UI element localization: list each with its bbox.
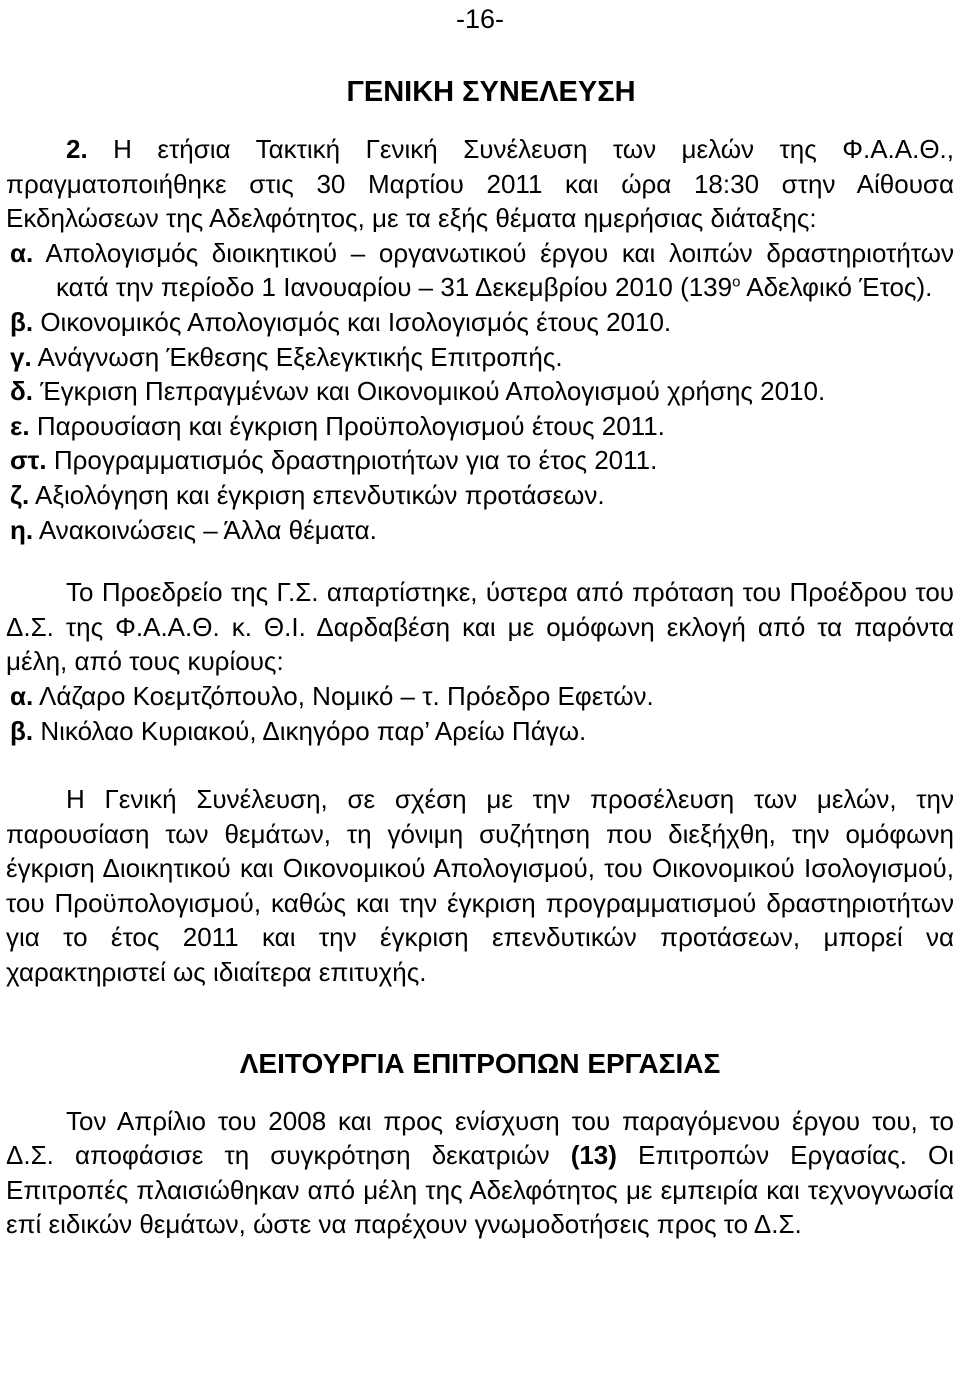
agenda-marker: στ.: [10, 445, 47, 476]
agenda-text: Απολογισμός διοικητικού – οργανωτικού έργου και λοιπών δραστηριοτήτων κατά την περίοδο 1 Ιανουαρίου – 31 Δεκεμβρίου 2010 (139: [45, 237, 954, 303]
superscript: ο: [732, 273, 741, 291]
section-title-general-assembly: ΓΕΝΙΚΗ ΣΥΝΕΛΕΥΣΗ: [346, 76, 636, 108]
committees-paragraph: [6, 1104, 954, 1242]
agenda-text: Ανάγνωση Έκθεσης Εξελεγκτικής Επιτροπής.: [37, 341, 563, 372]
presidium-paragraph: Το Προεδρείο της Γ.Σ. απαρτίστηκε, ύστερα από πρόταση του Προέδρου του Δ.Σ. της Φ.Α.Α.Θ. κ. Θ.Ι. Δαρδαβέση και με ομόφωνη εκλογή από τα παρόντα μέλη, από τους κυρίους:: [6, 577, 954, 677]
agenda-item: [10, 340, 954, 375]
presidium-member: [10, 714, 954, 749]
page-number: -16-: [455, 4, 504, 34]
agenda-item: [10, 236, 954, 305]
agenda-text: Αξιολόγηση και έγκριση επενδυτικών προτάσεων.: [35, 479, 605, 510]
committees-count: (13): [570, 1140, 617, 1171]
agenda-marker: η.: [10, 514, 34, 545]
agenda-text: Οικονομικός Απολογισμός και Ισολογισμός έτους 2010.: [40, 306, 672, 337]
presidium-members: [6, 679, 954, 748]
intro-marker: 2.: [66, 134, 88, 164]
agenda-marker: β.: [10, 306, 34, 337]
agenda-text: Προγραμματισμός δραστηριοτήτων για το έτος 2011.: [53, 445, 658, 476]
agenda-item: [10, 513, 954, 548]
agenda-text: Ανακοινώσεις – Άλλα θέματα.: [38, 514, 377, 545]
agenda-list: [6, 236, 954, 547]
committees-text-suffix: Επιτροπών Εργασίας. Οι Επιτροπές πλαισιώθηκαν από μέλη της Αδελφότητος με εμπειρία και τεχνογνωσία επί ειδικών θεμάτων, ώστε να παρέχουν γνωμοδοτήσεις προς το Δ.Σ.: [6, 1140, 954, 1240]
agenda-marker: γ.: [10, 341, 32, 372]
agenda-item: [10, 443, 954, 478]
intro-text: Η ετήσια Τακτική Γενική Συνέλευση των μελών της Φ.Α.Α.Θ., πραγματοποιήθηκε στις 30 Μαρτίου 2011 και ώρα 18:30 στην Αίθουσα Εκδηλώσεων της Αδελφότητος, με τα εξής θέματα ημερήσιας διάταξης:: [6, 134, 954, 234]
member-marker: α.: [10, 680, 34, 711]
intro-paragraph: [6, 132, 954, 236]
agenda-marker: ε.: [10, 410, 30, 441]
agenda-text: Παρουσίαση και έγκριση Προϋπολογισμού έτους 2011.: [36, 410, 665, 441]
agenda-item: [10, 305, 954, 340]
agenda-marker: α.: [10, 237, 34, 268]
agenda-text-suffix: Αδελφικό Έτος).: [740, 272, 933, 303]
member-marker: β.: [10, 715, 34, 746]
committees-text: Τον Απρίλιο του 2008 και προς ενίσχυση του παραγόμενου έργου του, το Δ.Σ. αποφάσισε τη συγκρότηση δεκατριών: [6, 1105, 954, 1171]
agenda-item: [10, 478, 954, 513]
agenda-marker: δ.: [10, 376, 33, 407]
agenda-item: [10, 374, 954, 409]
presidium-member: [10, 679, 954, 714]
section-title-committees: ΛΕΙΤΟΥΡΓΙΑ ΕΠΙΤΡΟΠΩΝ ΕΡΓΑΣΙΑΣ: [239, 1047, 721, 1079]
agenda-text: Έγκριση Πεπραγμένων και Οικονομικού Απολογισμού χρήσης 2010.: [40, 376, 826, 407]
agenda-item: [10, 409, 954, 444]
member-text: Νικόλαο Κυριακού, Δικηγόρο παρ’ Αρείω Πάγω.: [40, 715, 587, 746]
document-page: [6, 0, 954, 1242]
closing-paragraph: Η Γενική Συνέλευση, σε σχέση με την προσέλευση των μελών, την παρουσίαση των θεμάτων, τη γόνιμη συζήτηση που διεξήχθη, την ομόφωνη έγκριση Διοικητικού και Οικονομικού Απολογισμού, του Οικονομικού Ισολογισμού, του Προϋπολογισμού, καθώς και την έγκριση προγραμματισμού δραστηριοτήτων για το έτος 2011 και την έγκριση επενδυτικών προτάσεων, μπορεί να χαρακτηριστεί ως ιδιαίτερα επιτυχής.: [6, 784, 954, 988]
member-text: Λάζαρο Κοεμτζόπουλο, Νομικό – τ. Πρόεδρο Εφετών.: [39, 680, 654, 711]
agenda-marker: ζ.: [10, 479, 30, 510]
